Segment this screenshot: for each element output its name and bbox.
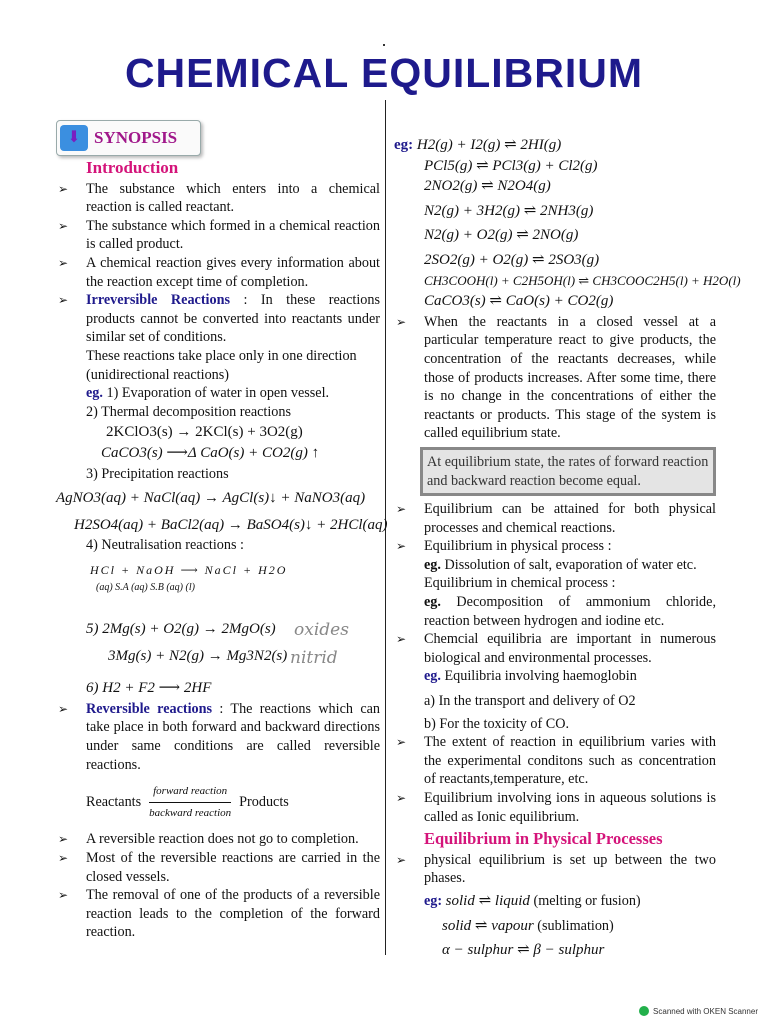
- right-eg-chemical-label: eg.: [424, 594, 441, 611]
- scanner-text: Scanned with OKEN Scanner: [653, 1006, 758, 1016]
- right-bullet-equilibrium-state: ➢ When the reactants in a closed vessel at a particular temperature react to give products, the concentration of the reactants decreases, while those of products increases. After some time, there is no change in the concentrations of either the reactants or products. This stage of the system is called equilibrium state.: [394, 313, 716, 443]
- right-equation-hi: [394, 136, 716, 155]
- equation-kclo3: 2KClO3(s) → 2KCl(s) + 3O2(g): [106, 424, 303, 441]
- right-equation-no2: 2NO2(g) ⇌ N2O4(g): [424, 178, 551, 195]
- bullet-info: ➢ A chemical reaction gives every information about the reaction except time of completion.: [56, 254, 380, 291]
- equation-agno3: AgNO3(aq) + NaCl(aq) → AgCl(s)↓ + NaNO3(aq): [56, 490, 366, 507]
- handwritten-oxides: oxides: [294, 620, 349, 640]
- right-bullet-extent: ➢ The extent of reaction in equilibrium varies with the experimental conditons such as concentration of reactants,temperature, etc.: [394, 733, 716, 789]
- right-pe1: solid ⇌ liquid: [445, 892, 530, 909]
- right-bullet-physical-process: ➢ Equilibrium in physical process :: [394, 537, 716, 556]
- equation-hcl-sub: (aq) S.A (aq) S.B (aq) (l): [96, 582, 195, 594]
- right-equation-no: N2(g) + O2(g) ⇌ 2NO(g): [424, 227, 579, 244]
- eg-label: eg.: [86, 385, 103, 402]
- synopsis-badge: [56, 120, 201, 156]
- page-title: CHEMICAL EQUILIBRIUM: [124, 50, 644, 96]
- equation-hcl: HCl + NaOH ⟶ NaCl + H2O: [90, 562, 288, 577]
- backward-label: backward reaction: [149, 806, 232, 819]
- scanner-logo-icon: [639, 1006, 649, 1016]
- right-toxicity-co: b) For the toxicity of CO.: [424, 715, 570, 732]
- right-equation-pcl: PCl5(g) ⇌ PCl3(g) + Cl2(g): [424, 157, 598, 174]
- products-label: Products: [239, 794, 289, 811]
- equation-caco3: CaCO3(s) ⟶Δ CaO(s) + CO2(g) ↑: [101, 444, 320, 461]
- unidirectional-text: These reactions take place only in one direction (unidirectional reactions): [86, 347, 357, 383]
- reversible-text: : The reactions which can take place in both forward and backward directions under same conditions are called reversible reactions.: [86, 700, 381, 773]
- irreversible-text: : In these reactions products cannot be converted into reactants under similar set of conditions.: [86, 292, 380, 346]
- synopsis-label: SYNOPSIS: [94, 127, 178, 147]
- bullet-no-completion: ➢ A reversible reaction does not go to completion.: [56, 830, 380, 849]
- right-phase-eq3: α − sulphur ⇌ β − sulphur: [442, 942, 605, 959]
- right-physical-example-text: Dissolution of salt, evaporation of water etc.: [440, 556, 697, 573]
- reaction-arrows: [149, 782, 231, 822]
- example-precipitation: 3) Precipitation reactions: [86, 465, 229, 482]
- example-neutralisation: 4) Neutralisation reactions :: [86, 537, 244, 554]
- right-chemical-example: [394, 593, 716, 630]
- bullet-product: ➢ The substance which formed in a chemical reaction is called product.: [56, 217, 380, 254]
- right-equation-caco3: CaCO3(s) ⇌ CaO(s) + CO2(g): [424, 293, 614, 310]
- right-haemoglobin-text: Equilibria involving haemoglobin: [440, 668, 637, 685]
- right-pe2: solid ⇌ vapour: [442, 917, 534, 934]
- example-thermal: 2) Thermal decomposition reactions: [86, 403, 292, 420]
- equation-mg-o2: 5) 2Mg(s) + O2(g) → 2MgO(s): [86, 621, 276, 638]
- arrow-line: [149, 802, 231, 803]
- physical-processes-heading: Equilibrium in Physical Processes: [424, 829, 663, 849]
- equation-h2so4: H2SO4(aq) + BaCl2(aq) → BaSO4(s)↓ + 2HCl(aq): [74, 516, 388, 533]
- bullet-removal: ➢ The removal of one of the products of a reversible reaction leads to the completion of the forward reaction.: [56, 886, 380, 942]
- right-bullet-biological: ➢ Chemcial equilibria are important in numerous biological and environmental processes.: [394, 630, 716, 667]
- reversible-label: Reversible reactions: [86, 700, 213, 717]
- right-eq1: H2(g) + I2(g) ⇌ 2HI(g): [416, 137, 562, 153]
- right-equation-so3: 2SO2(g) + O2(g) ⇌ 2SO3(g): [424, 251, 600, 268]
- bullet-closed-vessels: ➢ Most of the reversible reactions are carried in the closed vessels.: [56, 849, 380, 886]
- handwritten-nitride: nitrid: [290, 648, 338, 668]
- equation-hf: 6) H2 + F2 ⟶ 2HF: [86, 680, 212, 697]
- bullet-irreversible: [56, 291, 380, 347]
- forward-label: forward reaction: [153, 785, 228, 798]
- eg1-text: 1) Evaporation of water in open vessel.: [102, 385, 330, 402]
- right-transport-o2: a) In the transport and delivery of O2: [424, 693, 636, 710]
- right-bullet-phases: ➢ physical equilibrium is set up between the two phases.: [394, 851, 716, 888]
- right-eg-label: eg:: [394, 137, 414, 153]
- right-bullet-ionic: ➢ Equilibrium involving ions in aqueous solutions is called as Ionic equilibrium.: [394, 789, 716, 826]
- down-arrow-icon: ⬇: [60, 125, 88, 151]
- right-pe2-note: (sublimation): [537, 917, 614, 934]
- bullet-reversible: [56, 700, 380, 774]
- right-haemoglobin: [394, 667, 716, 686]
- intro-heading: Introduction: [86, 158, 179, 177]
- reactants-label: Reactants: [86, 794, 142, 811]
- bullet-reactant: ➢ The substance which enters into a chemical reaction is called reactant.: [56, 180, 380, 217]
- reversible-scheme: [56, 782, 380, 822]
- right-phase-eq1: [394, 892, 716, 911]
- dot-mark: [383, 44, 385, 46]
- right-equation-nh3: N2(g) + 3H2(g) ⇌ 2NH3(g): [424, 202, 594, 219]
- right-eg2-label: eg:: [424, 892, 443, 909]
- right-column: [394, 134, 741, 960]
- irreversible-label: Irreversible Reactions: [86, 292, 231, 309]
- right-chemical-process: Equilibrium in chemical process :: [424, 575, 616, 592]
- example-evaporation: [56, 384, 380, 403]
- scanner-watermark: [639, 1006, 758, 1016]
- right-eg-physical-label: eg.: [424, 556, 441, 573]
- right-eg-haemoglobin-label: eg.: [424, 668, 441, 685]
- right-chemical-example-text: Decomposition of ammonium chloride, reaction between hydrogen and iodine etc.: [424, 594, 716, 629]
- right-equation-ester: CH3COOH(l) + C2H5OH(l) ⇌ CH3COOC2H5(l) + H2O(l): [424, 272, 741, 288]
- right-bullet-attained: ➢ Equilibrium can be attained for both physical processes and chemical reactions.: [394, 500, 716, 537]
- highlighted-box-rates: At equilibrium state, the rates of forward reaction and backward reaction become equal.: [420, 447, 716, 496]
- right-pe1-note: (melting or fusion): [533, 892, 641, 909]
- right-phase-eq2: [394, 917, 716, 936]
- left-column: [56, 120, 388, 942]
- right-physical-example: [394, 556, 716, 575]
- equation-mg-n2: 3Mg(s) + N2(g) → Mg3N2(s): [108, 647, 288, 664]
